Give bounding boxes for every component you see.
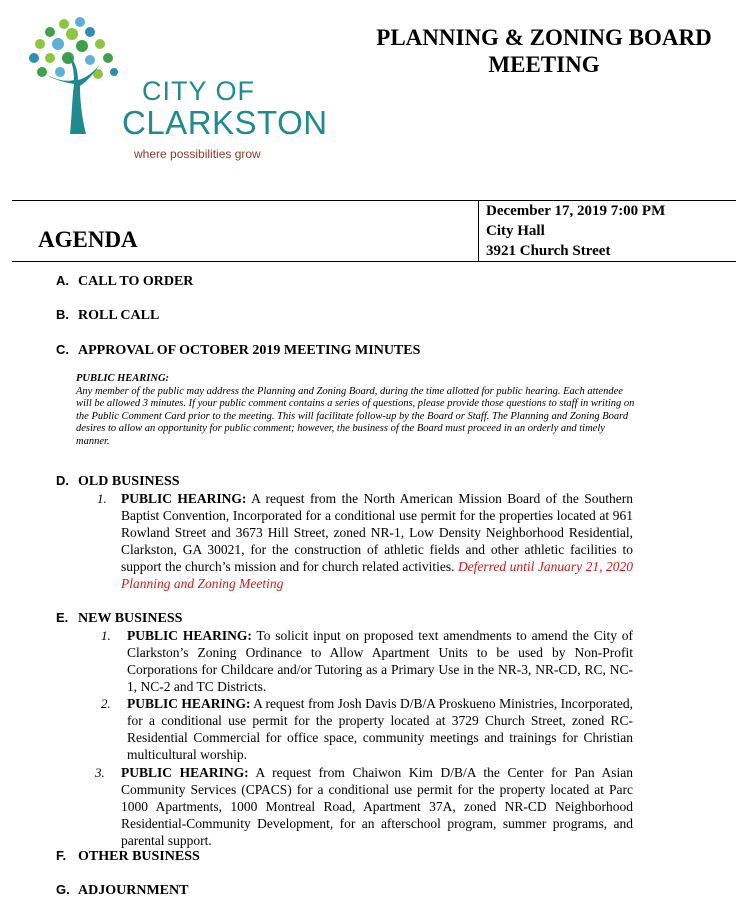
new-business-item-3 — [95, 764, 633, 849]
item-letter: F. — [56, 848, 67, 863]
item-lead: PUBLIC HEARING: — [121, 765, 249, 780]
item-label: ADJOURNMENT — [78, 883, 189, 898]
deferred-note: Deferred until January 21, 2020 Planning and Zoning Meeting — [121, 559, 633, 591]
agenda-item-g — [56, 882, 188, 899]
agenda-item-d — [56, 473, 180, 490]
item-letter: C. — [56, 342, 69, 357]
public-hearing-title: PUBLIC HEARING: — [76, 373, 170, 384]
agenda-item-a — [56, 273, 193, 290]
logo-city-text: CITY OF — [142, 76, 256, 106]
item-label: OTHER BUSINESS — [78, 849, 200, 864]
meeting-address: 3921 Church Street — [486, 243, 611, 259]
agenda-item-b — [56, 307, 159, 324]
public-hearing-text: Any member of the public may address the Planning and Zoning Board, during the time allotted for public hearing. Each attendee will be allowed 3 minutes. If your public comment contains a series of questions, please provide those questions to staff in writing on the Public Comment Card prior to the meeting. This will facilitate follow-up by the Board or Staff. The Planning and Zoning Board desires to allow an opportunity for public comment; however, the business of the Board must proceed in an orderly and timely manner. — [76, 385, 635, 447]
item-text: A request from Josh Davis D/B/A Proskueno Ministries, Incorporated, for a conditional use permit for the property located at 3729 Church Street, zoned RC-Residential Commercial for office space, community meetings and trainings for Christian multicultural worship. — [127, 696, 633, 762]
item-label: OLD BUSINESS — [78, 474, 180, 489]
new-business-item-2 — [101, 695, 633, 763]
meeting-info — [486, 201, 665, 261]
item-text: A request from the North American Mission Board of the Southern Baptist Convention, Incorporated for a conditional use permit for the properties located at 961 Rowland Street and 3673 Hill Street, zoned NR-1, Low Density Neighborhood Residential, Clarkston, GA 30021, for the construction of athletic fields and other athletic facilities to support the church’s mission and for church related activities. — [121, 491, 633, 574]
public-hearing-note — [76, 373, 636, 449]
item-text: To solicit input on proposed text amendments to amend the City of Clarkston’s Zoning Ordinance to Allow Apartment Units to be used by Non-Profit Corporations for Childcare and/or Tutoring as a Primary Use in the NR-3, NR-CD, RC, NC-1, NC-2 and TC Districts. — [127, 628, 633, 694]
item-lead: PUBLIC HEARING: — [127, 696, 251, 711]
item-number: 1. — [101, 628, 111, 643]
item-label: NEW BUSINESS — [78, 611, 183, 626]
agenda-item-e — [56, 610, 182, 627]
board-title: PLANNING & ZONING BOARD MEETING — [376, 25, 712, 77]
logo-tagline: where possibilities grow — [134, 147, 261, 161]
item-letter: E. — [56, 610, 69, 625]
tree-icon — [24, 14, 134, 144]
item-letter: D. — [56, 473, 69, 488]
old-business-item-1 — [97, 490, 633, 592]
new-business-item-1 — [101, 627, 633, 695]
item-lead: PUBLIC HEARING: — [127, 628, 252, 643]
city-logo — [24, 14, 344, 164]
item-lead: PUBLIC HEARING: — [121, 491, 247, 506]
meeting-date: December 17, 2019 7:00 PM — [486, 203, 666, 219]
item-label: ROLL CALL — [78, 308, 160, 323]
item-text: A request from Chaiwon Kim D/B/A the Center for Pan Asian Community Services (CPACS) for a conditional use permit for the property located at Parc 1000 Apartments, 1000 Montreal Road, Apartment 37A, zoned NR-CD Neighborhood Residential-Community Development, for an afterschool program, summer programs, and parental support. — [121, 765, 633, 848]
agenda-item-f — [56, 848, 200, 865]
item-number: 3. — [95, 765, 105, 780]
agenda-title: AGENDA — [38, 227, 138, 252]
item-label: CALL TO ORDER — [78, 274, 194, 289]
agenda-item-c — [56, 342, 420, 359]
item-letter: G. — [56, 882, 70, 897]
item-number: 2. — [101, 696, 111, 711]
logo-clarkston-text: CLARKSTON — [122, 104, 328, 141]
header-divider-vertical — [478, 200, 479, 261]
meeting-venue: City Hall — [486, 223, 545, 239]
item-label: APPROVAL OF OCTOBER 2019 MEETING MINUTES — [78, 343, 421, 358]
item-letter: B. — [56, 307, 69, 322]
header-divider-bottom — [12, 261, 736, 262]
item-number: 1. — [97, 491, 107, 506]
item-letter: A. — [56, 273, 69, 288]
